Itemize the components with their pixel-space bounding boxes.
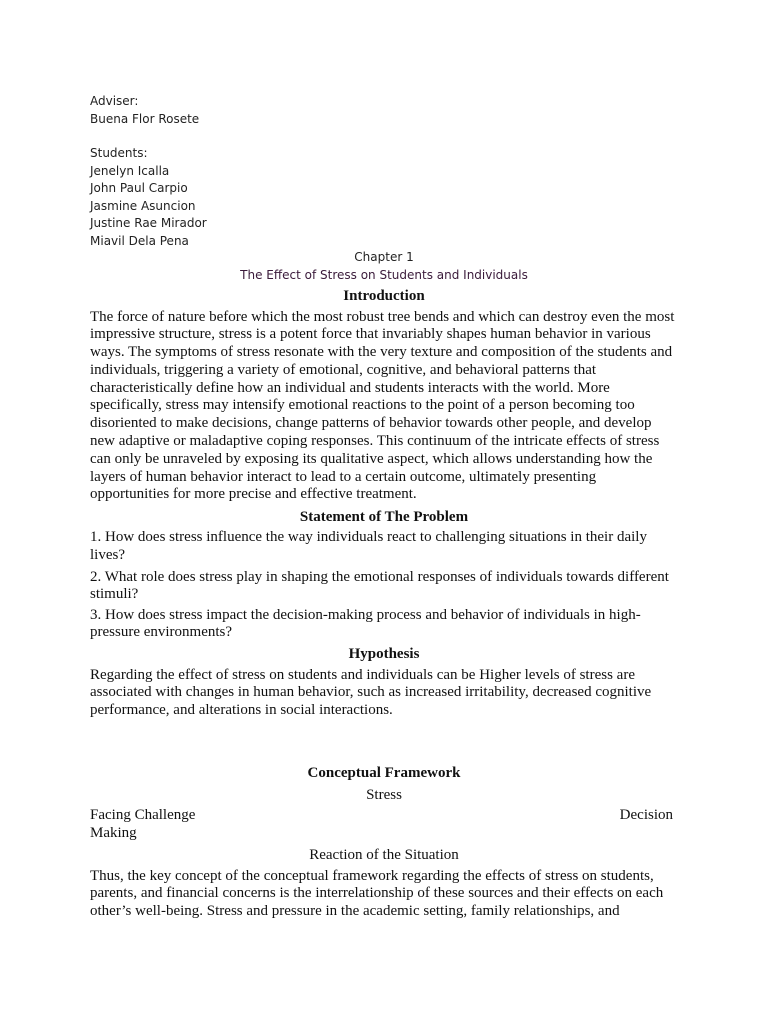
- framework-center-item: Stress: [366, 787, 402, 803]
- paragraph-line: impressive structure, stress is a potent force that invariably shapes human behavior in various: [90, 326, 651, 343]
- paragraph-line: disoriented to make decisions, change patterns of behavior towards other people, and develop: [90, 415, 652, 432]
- framework-heading: Conceptual Framework: [307, 765, 461, 781]
- student-name: Jenelyn Icalla: [90, 163, 170, 178]
- paragraph-line: ways. The symptoms of stress resonate with the very texture and composition of the students and: [90, 344, 673, 361]
- student-name: John Paul Carpio: [90, 181, 188, 195]
- paragraph-line: layers of human behavior interact to lead to a certain outcome, ultimately presenting: [90, 468, 597, 485]
- hypothesis-paragraph: [90, 667, 678, 720]
- chapter-label: Chapter 1: [354, 250, 414, 264]
- framework-paragraph: [90, 868, 678, 921]
- document-title: The Effect of Stress on Students and Individuals: [240, 268, 528, 282]
- paragraph-line: characteristically define how an individual and students interacts with the world. More: [90, 379, 610, 396]
- paragraph-line: parents, and financial concerns is the interrelationship of these sources and their effects on each: [90, 885, 664, 902]
- framework-right-item: Decision: [619, 807, 673, 823]
- adviser-name: Buena Flor Rosete: [90, 111, 200, 126]
- introduction-heading: Introduction: [343, 288, 425, 304]
- problem-line: 2. What role does stress play in shaping the emotional responses of individuals towards different: [90, 568, 669, 585]
- problem-line: lives?: [90, 546, 125, 563]
- paragraph-line: associated with changes in human behavior, such as increased irritability, decreased cognitive: [90, 684, 652, 701]
- framework-right-item-wrap: Making: [90, 824, 137, 841]
- paragraph-line: Regarding the effect of stress on students and individuals can be Higher levels of stress are: [90, 666, 635, 683]
- introduction-paragraph: [90, 309, 678, 505]
- problem-line: pressure environments?: [90, 624, 233, 641]
- problem-line: 3. How does stress impact the decision-making process and behavior of individuals in high-: [90, 606, 641, 623]
- student-name: Miavil Dela Pena: [90, 233, 189, 248]
- framework-bottom-item: Reaction of the Situation: [309, 847, 459, 863]
- paragraph-line: The force of nature before which the most robust tree bends and which can destroy even the most: [90, 308, 675, 325]
- problem-line: stimuli?: [90, 586, 139, 603]
- hypothesis-heading: Hypothesis: [348, 646, 420, 662]
- students-label: Students:: [90, 146, 148, 160]
- problem-line: 1. How does stress influence the way individuals react to challenging situations in their daily: [90, 529, 647, 545]
- problem-item: [90, 607, 678, 643]
- student-name: Jasmine Asuncion: [90, 198, 196, 213]
- adviser-section: [90, 93, 678, 128]
- problem-heading: Statement of The Problem: [299, 508, 469, 525]
- paragraph-line: performance, and alterations in social interactions.: [90, 702, 393, 719]
- framework-left-item: Facing Challenge: [90, 807, 196, 823]
- paragraph-line: other’s well-being. Stress and pressure in the academic setting, family relationships, and: [90, 903, 620, 920]
- problem-item: [90, 569, 678, 605]
- students-section: [90, 145, 678, 250]
- paragraph-line: opportunities for more precise and effective treatment.: [90, 486, 417, 503]
- paragraph-line: specifically, stress may intensify emotional reactions to the point of a person becoming too: [90, 397, 635, 414]
- paragraph-line: new adaptive or maladaptive coping responses. This continuum of the intricate effects of stress: [90, 433, 660, 450]
- paragraph-line: Thus, the key concept of the conceptual framework regarding the effects of stress on students,: [90, 867, 654, 884]
- adviser-label: Adviser:: [90, 94, 139, 108]
- paragraph-line: can only be unraveled by exposing its qualitative aspect, which allows understanding how the: [90, 450, 653, 467]
- framework-row: [90, 807, 678, 843]
- student-name: Justine Rae Mirador: [90, 216, 207, 230]
- paragraph-line: individuals, triggering a variety of emotional, cognitive, and behavioral patterns that: [90, 361, 597, 378]
- problem-item: [90, 529, 678, 565]
